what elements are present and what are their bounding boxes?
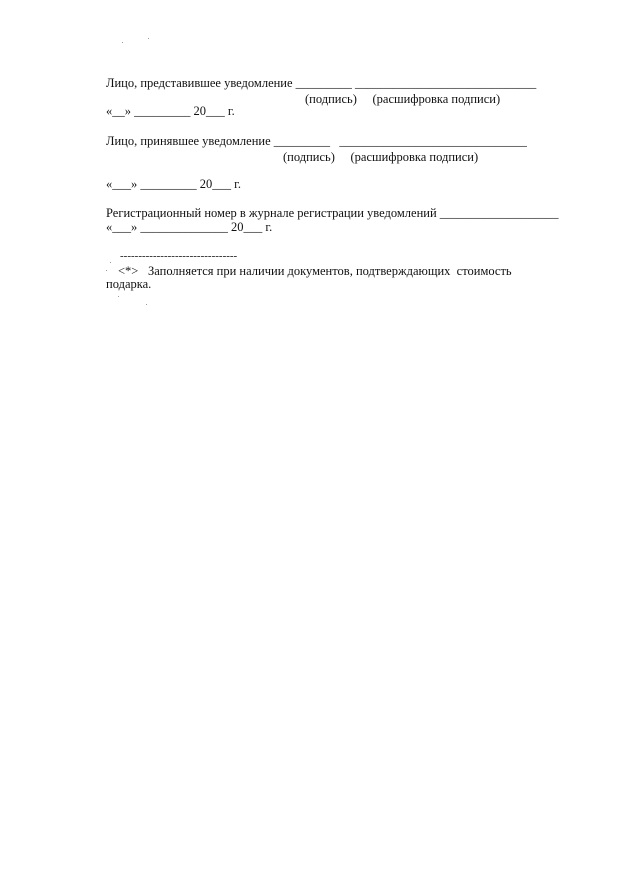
receiver-date-line: «___» _________ 20___ г. (106, 177, 241, 191)
footnote-text-line2: подарка. (106, 277, 152, 291)
footnote-marker: <*> (118, 264, 139, 278)
registration-date-line: «___» ______________ 20___ г. (106, 220, 273, 234)
presenter-date-line: «__» _________ 20___ г. (106, 104, 235, 118)
presenter-signature-captions: (подпись) (расшифровка подписи) (305, 92, 501, 106)
footnote-text-line1: Заполняется при наличии документов, подтверждающих стоимость (148, 264, 512, 278)
registration-number-line: Регистрационный номер в журнале регистрации уведомлений ___________________ (106, 206, 559, 220)
scan-speck (106, 270, 107, 271)
receiver-signature-captions: (подпись) (расшифровка подписи) (283, 150, 479, 164)
footnote-separator: -------------------------------- (120, 250, 238, 262)
receiver-signature-line: Лицо, принявшее уведомление _________ ______________________________ (106, 134, 527, 148)
presenter-signature-line: Лицо, представившее уведомление _________ _____________________________ (106, 76, 537, 90)
scan-speck (118, 296, 119, 297)
scan-speck (110, 262, 111, 263)
scan-speck (146, 304, 147, 305)
scan-speck (122, 42, 123, 43)
scan-speck (148, 38, 149, 39)
